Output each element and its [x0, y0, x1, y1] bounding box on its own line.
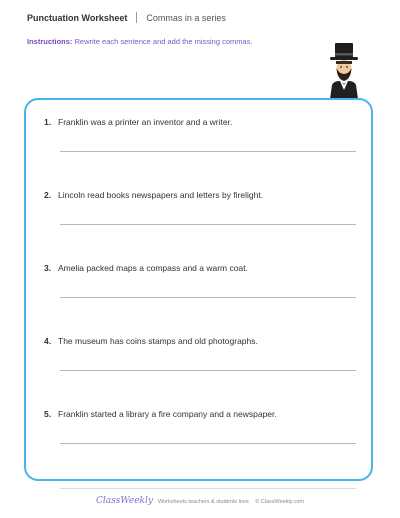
- question-number: 2.: [44, 190, 52, 200]
- question-2: [44, 190, 356, 200]
- answer-line[interactable]: [60, 151, 356, 152]
- lincoln-portrait-icon: [326, 41, 362, 99]
- answer-line[interactable]: [60, 297, 356, 298]
- answer-line[interactable]: [60, 224, 356, 225]
- worksheet-header: [27, 12, 226, 23]
- question-text: Franklin started a library a fire company and a newspaper.: [58, 409, 277, 419]
- question-number: 3.: [44, 263, 52, 273]
- footer-divider: [60, 488, 356, 489]
- worksheet-title: Punctuation Worksheet: [27, 12, 128, 23]
- question-number: 1.: [44, 117, 52, 127]
- footer-tagline: Worksheets teachers & students love.: [157, 499, 251, 505]
- question-text: Franklin was a printer an inventor and a writer.: [58, 117, 233, 127]
- footer: [0, 496, 400, 506]
- question-4: [44, 336, 356, 346]
- header-divider: [136, 12, 137, 23]
- answer-line[interactable]: [60, 370, 356, 371]
- footer-copyright: © ClassWeekly.com: [255, 499, 304, 505]
- instructions: [27, 37, 253, 46]
- questions-card: [24, 98, 373, 481]
- question-text: Lincoln read books newspapers and letters by firelight.: [58, 190, 264, 200]
- brand-logo[interactable]: ClassWeekly: [96, 496, 153, 506]
- question-number: 5.: [44, 409, 52, 419]
- question-3: [44, 263, 356, 273]
- instructions-text: Rewrite each sentence and add the missing commas.: [74, 37, 253, 46]
- question-5: [44, 409, 356, 419]
- answer-line[interactable]: [60, 443, 356, 444]
- question-text: Amelia packed maps a compass and a warm coat.: [58, 263, 248, 273]
- question-number: 4.: [44, 336, 52, 346]
- question-text: The museum has coins stamps and old photographs.: [58, 336, 258, 346]
- question-1: [44, 117, 356, 127]
- worksheet-subtitle: Commas in a series: [146, 12, 226, 23]
- instructions-label: Instructions:: [27, 37, 73, 46]
